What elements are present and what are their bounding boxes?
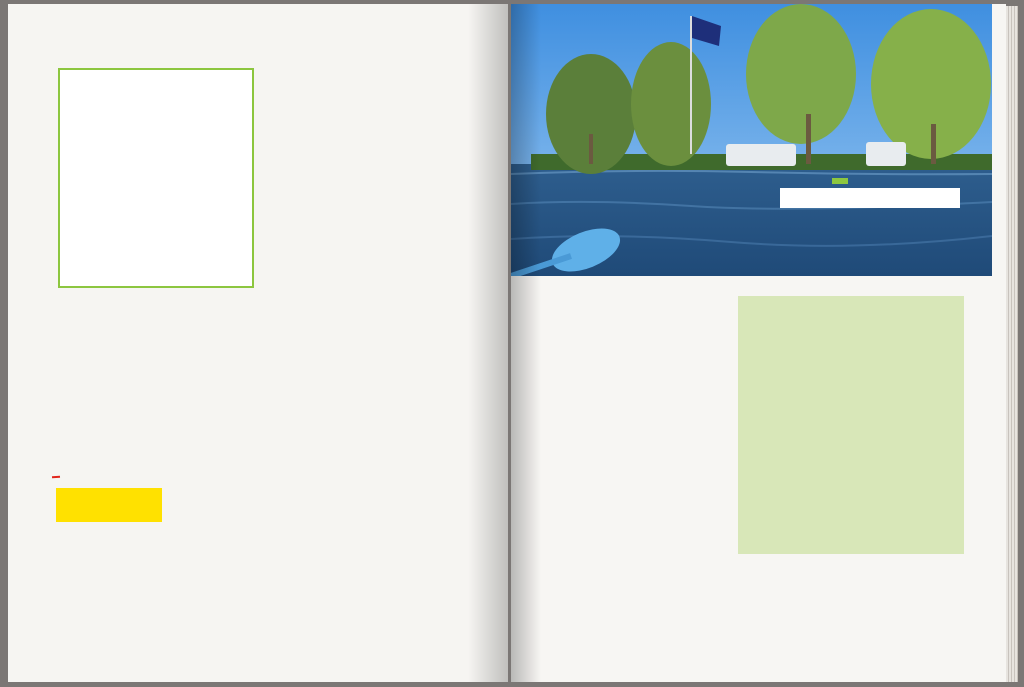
left-column: [58, 306, 270, 316]
lake-photo-image: [511, 4, 992, 276]
page-edges: [1006, 6, 1018, 682]
spine-shadow: [468, 4, 508, 682]
cost-box: [58, 68, 254, 288]
insider-arrow: [56, 488, 162, 522]
caption-tag: [832, 178, 848, 184]
middle-column: [293, 66, 483, 76]
spine-shadow: [511, 4, 541, 682]
photo-caption: [780, 188, 960, 208]
right-column: [540, 320, 722, 334]
lake-photo: [511, 4, 992, 276]
season-box: [738, 296, 964, 554]
hund-section: [58, 572, 272, 578]
insider-tip-badge: [52, 476, 170, 520]
insider-tag: [52, 476, 60, 479]
